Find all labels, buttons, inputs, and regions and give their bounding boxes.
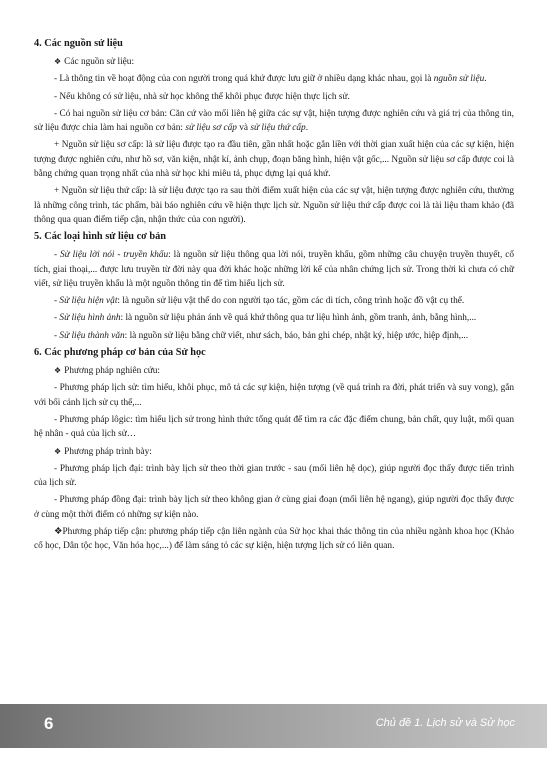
page-number: 6 <box>44 714 54 733</box>
paragraph: ❖Phương pháp tiếp cận: phương pháp tiếp cận liên ngành của Sử học khai thác thông tin của nhiều ngành khoa học (Khảo cổ học, Dân tộc học, Văn hóa học,...) để làm sáng tỏ các sự kiện, hiện tượng lịch sử có liên quan. <box>34 527 515 552</box>
paragraph: - Có hai nguồn sử liệu cơ bản: Căn cứ vào mối liên hệ giữa các sự vật, hiện tượng được nghiên cứu và giá trị của thông tin, sử liệu được chia làm hai nguồn cơ bản: sử liệu sơ cấp và sử liệu thứ cấp. <box>34 108 514 134</box>
bullet-item: ❖ Các nguồn sử liệu: <box>54 57 135 67</box>
section-heading: 4. Các nguồn sử liệu <box>34 38 123 49</box>
paragraph: - Sử liệu hiện vật: là nguồn sử liệu vật thể do con người tạo tác, gồm các di tích, công trình hoặc đồ vật cụ thể. <box>54 296 465 307</box>
diamond-bullet-icon: ❖ <box>54 57 62 66</box>
paragraph: - Sử liệu hình ảnh: là nguồn sử liệu phản ánh về quá khứ thông qua tư liệu hình ảnh, gồm tranh, ảnh, bằng hình,... <box>54 313 477 324</box>
bullet-item: ❖ Phương pháp nghiên cứu: <box>54 366 160 377</box>
paragraph: + Nguồn sử liệu sơ cấp: là sử liệu được tạo ra đầu tiên, gần nhất hoặc gắn liền với thời gian xuất hiện của các sự kiện, hiện tượng được nghiên cứu, như hồ sơ, văn kiện, nhật kí, ảnh chụp, đoạn băng hình, hiện vật gốc,... Nguồn sử liệu sơ cấp được coi là bằng chứng quan trọng nhất của nhà sử học khi miêu tả, phục dựng lại quá khứ. <box>34 140 514 180</box>
paragraph: - Sử liệu lời nói - truyền khẩu: là nguồn sử liệu thông qua lời nói, truyền khẩu, gồm những câu chuyện truyền thuyết, cổ tích, giai thoại,... được lưu truyền từ đời này qua đời khác hoặc những lời kể của nhân chứng lịch sử. Trong thời kì chưa có chữ viết, sử liệu truyền khẩu là một nguồn thông tin để tìm hiểu lịch sử. <box>34 250 514 289</box>
diamond-bullet-icon: ❖ <box>54 366 62 376</box>
paragraph: - Phương pháp lịch sử: tìm hiểu, khôi phục, mô tả các sự kiện, hiện tượng (về quá trình ra đời, phát triển và suy vong), gắn với bối cảnh lịch sử cụ thể,... <box>34 383 514 408</box>
paragraph: - Phương pháp lôgic: tìm hiểu lịch sử trong hình thức tổng quát để tìm ra các đặc điểm chung, bản chất, quy luật, mối quan hệ nhân - quả của lịch sử… <box>34 414 514 440</box>
paragraph: - Phương pháp lịch đại: trình bày lịch sử theo thời gian trước - sau (mối liên hệ dọc), giúp người đọc thấy được tiến trình của lịch sử. <box>34 463 514 489</box>
bullet-item: ❖ Phương pháp trình bày: <box>54 446 152 457</box>
diamond-bullet-icon: ❖ <box>54 527 63 538</box>
section-heading: 6. Các phương pháp cơ bản của Sử học <box>34 347 206 359</box>
chapter-title: Chủ đề 1. Lịch sử và Sử học <box>375 717 515 729</box>
diamond-bullet-icon: ❖ <box>54 446 62 456</box>
paragraph: + Nguồn sử liệu thứ cấp: là sử liệu được tạo ra sau thời điểm xuất hiện của các sự vật, hiện tượng được nghiên cứu, thường là những công trình, tác phẩm, bài báo nghiên cứu về hiện thực lịch sử. Nguồn sử liệu thứ cấp được coi là tài liệu tham khảo (đã thông qua quan điểm tiếp cận, nhận thức của con người). <box>34 186 514 225</box>
paragraph: - Là thông tin về hoạt động của con người trong quá khứ được lưu giữ ở nhiều dạng khác nhau, gọi là nguồn sử liệu. <box>54 74 487 85</box>
paragraph: - Sử liệu thành văn: là nguồn sử liệu bằng chữ viết, như sách, báo, bản ghi chép, nhật ký, hiệp ước, hiệp định,... <box>54 330 469 341</box>
page-content <box>34 37 514 557</box>
section-heading: 5. Các loại hình sử liệu cơ bản <box>34 231 167 243</box>
paragraph: - Phương pháp đồng đại: trình bày lịch sử theo không gian ở cùng giai đoạn (mối liên hệ ngang), giúp người đọc thấy được ở cùng một thời điểm có những sự kiện nào. <box>34 495 514 520</box>
page-footer <box>0 704 547 765</box>
paragraph: - Nếu không có sử liệu, nhà sử học không thể khôi phục được hiện thực lịch sử. <box>54 91 350 102</box>
